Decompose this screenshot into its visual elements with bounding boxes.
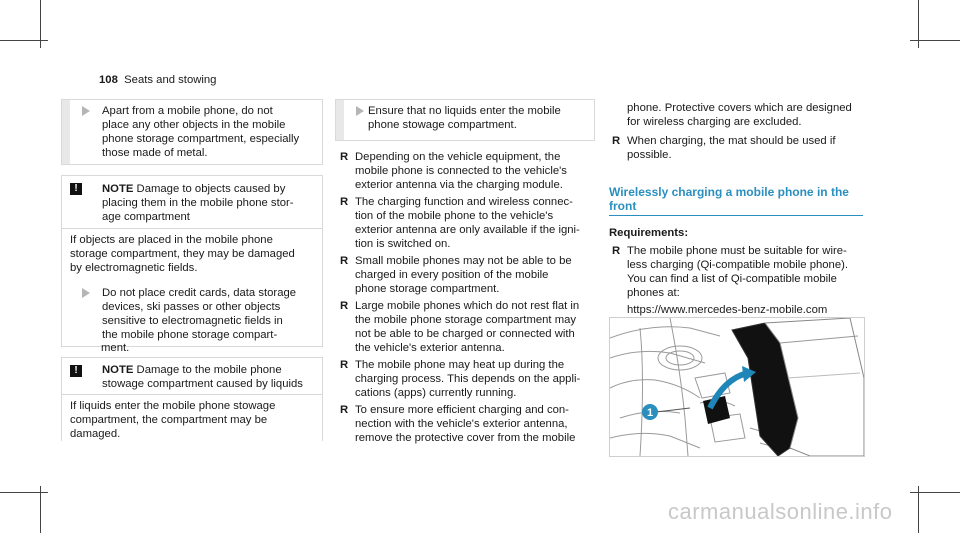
bullet-marker: R bbox=[340, 255, 349, 267]
note-body-line: If liquids enter the mobile phone stowage bbox=[70, 400, 276, 412]
instruction-line: those made of metal. bbox=[102, 147, 208, 159]
page-number: 108 bbox=[99, 74, 118, 86]
note-head-line bbox=[102, 182, 285, 196]
bullet-line: Depending on the vehicle equipment, the bbox=[355, 151, 561, 163]
bullet-line: not be able to be charged or connected with bbox=[355, 328, 575, 340]
note-title: NOTE bbox=[102, 364, 134, 376]
instruction-line: phone storage compartment, especially bbox=[102, 133, 300, 145]
instruction-bar bbox=[336, 100, 344, 140]
note-action-line: ment. bbox=[101, 342, 130, 354]
crop-mark bbox=[0, 492, 48, 493]
bullet-line: The charging function and wireless connec- bbox=[355, 196, 573, 208]
note-body-line: storage compartment, they may be damaged bbox=[70, 248, 295, 260]
bullet-line: tion is switched on. bbox=[355, 238, 451, 250]
crop-mark bbox=[0, 40, 48, 41]
bullet-line: Large mobile phones which do not rest flat in bbox=[355, 300, 580, 312]
bullet-line: the mobile phone storage compartment may bbox=[355, 314, 577, 326]
note-head-text: Damage to the mobile phone bbox=[136, 364, 282, 376]
paragraph-line: for wireless charging are excluded. bbox=[627, 116, 802, 128]
bullet-marker: R bbox=[612, 245, 621, 257]
arrow-icon bbox=[356, 106, 364, 116]
url-text: https://www.mercedes-benz-mobile.com bbox=[627, 304, 828, 316]
arrow-icon bbox=[82, 106, 90, 116]
bullet-line: Small mobile phones may not be able to be bbox=[355, 255, 572, 267]
section-title: Seats and stowing bbox=[124, 74, 217, 86]
crop-mark bbox=[910, 40, 960, 41]
bullet-line: cations (apps) currently running. bbox=[355, 387, 517, 399]
note-head-line: placing them in the mobile phone stor- bbox=[102, 197, 294, 209]
bullet-line: the vehicle's exterior antenna. bbox=[355, 342, 505, 354]
instruction-box bbox=[61, 99, 323, 165]
bullet-marker: R bbox=[612, 135, 621, 147]
section-heading: Wirelessly charging a mobile phone in the bbox=[609, 185, 849, 199]
arrow-icon bbox=[82, 288, 90, 298]
requirement-line: You can find a list of Qi-compatible mobile bbox=[627, 273, 837, 285]
watermark: carmanualsonline.info bbox=[668, 499, 893, 524]
note-box bbox=[61, 357, 323, 441]
note-box bbox=[61, 175, 323, 347]
requirement-line: The mobile phone must be suitable for wire- bbox=[627, 245, 847, 257]
bullet-line: charging process. This depends on the appli- bbox=[355, 373, 581, 385]
instruction-line: Ensure that no liquids enter the mobile bbox=[368, 105, 561, 117]
bullet-line: possible. bbox=[627, 149, 672, 161]
requirements-title: Requirements: bbox=[609, 227, 689, 239]
note-action-line: sensitive to electromagnetic fields in bbox=[102, 315, 283, 327]
divider bbox=[62, 228, 322, 229]
note-head-line: stowage compartment caused by liquids bbox=[102, 378, 303, 390]
note-title: NOTE bbox=[102, 183, 134, 195]
warning-icon: ! bbox=[70, 365, 82, 377]
note-action-line: devices, ski passes or other objects bbox=[102, 301, 281, 313]
crop-mark bbox=[910, 492, 960, 493]
bullet-marker: R bbox=[340, 151, 349, 163]
callout-1: 1 bbox=[646, 407, 654, 419]
instruction-box bbox=[335, 99, 595, 141]
bullet-marker: R bbox=[340, 404, 349, 416]
instruction-line: phone stowage compartment. bbox=[368, 119, 517, 131]
warning-icon: ! bbox=[70, 183, 82, 195]
bullet-line: nection with the vehicle's exterior antenna, bbox=[355, 418, 568, 430]
bullet-marker: R bbox=[340, 300, 349, 312]
note-head-line bbox=[102, 363, 282, 377]
note-body-line: by electromagnetic fields. bbox=[70, 262, 198, 274]
bullet-marker: R bbox=[340, 359, 349, 371]
page-header bbox=[99, 73, 216, 87]
instruction-bar bbox=[62, 100, 70, 164]
paragraph-line: phone. Protective covers which are designed bbox=[627, 102, 852, 114]
instruction-line: Apart from a mobile phone, do not bbox=[102, 105, 273, 117]
console-illustration bbox=[610, 318, 864, 456]
heading-rule bbox=[609, 215, 863, 216]
bullet-line: remove the protective cover from the mobile bbox=[355, 432, 576, 444]
note-body-line: If objects are placed in the mobile phone bbox=[70, 234, 273, 246]
bullet-line: tion of the mobile phone to the vehicle's bbox=[355, 210, 554, 222]
note-action-line: Do not place credit cards, data storage bbox=[102, 287, 297, 299]
crop-mark bbox=[40, 486, 41, 533]
bullet-line: exterior antenna via the charging module. bbox=[355, 179, 563, 191]
note-head-line: age compartment bbox=[102, 211, 190, 223]
bullet-line: To ensure more efficient charging and con- bbox=[355, 404, 569, 416]
charging-compartment-figure bbox=[609, 317, 865, 457]
bullet-line: The mobile phone may heat up during the bbox=[355, 359, 565, 371]
bullet-line: phone storage compartment. bbox=[355, 283, 500, 295]
bullet-line: charged in every position of the mobile bbox=[355, 269, 549, 281]
bullet-marker: R bbox=[340, 196, 349, 208]
note-body-line: damaged. bbox=[70, 428, 121, 440]
requirement-line: phones at: bbox=[627, 287, 680, 299]
instruction-line: place any other objects in the mobile bbox=[102, 119, 286, 131]
crop-mark bbox=[918, 486, 919, 533]
bullet-line: mobile phone is connected to the vehicle's bbox=[355, 165, 567, 177]
bullet-line: exterior antenna are only available if the igni- bbox=[355, 224, 580, 236]
section-heading: front bbox=[609, 199, 637, 213]
divider bbox=[62, 394, 322, 395]
note-action-line: the mobile phone storage compart- bbox=[102, 329, 278, 341]
note-head-text: Damage to objects caused by bbox=[136, 183, 286, 195]
note-body-line: compartment, the compartment may be bbox=[70, 414, 268, 426]
bullet-line: When charging, the mat should be used if bbox=[627, 135, 836, 147]
requirement-line: less charging (Qi-compatible mobile phone). bbox=[627, 259, 849, 271]
